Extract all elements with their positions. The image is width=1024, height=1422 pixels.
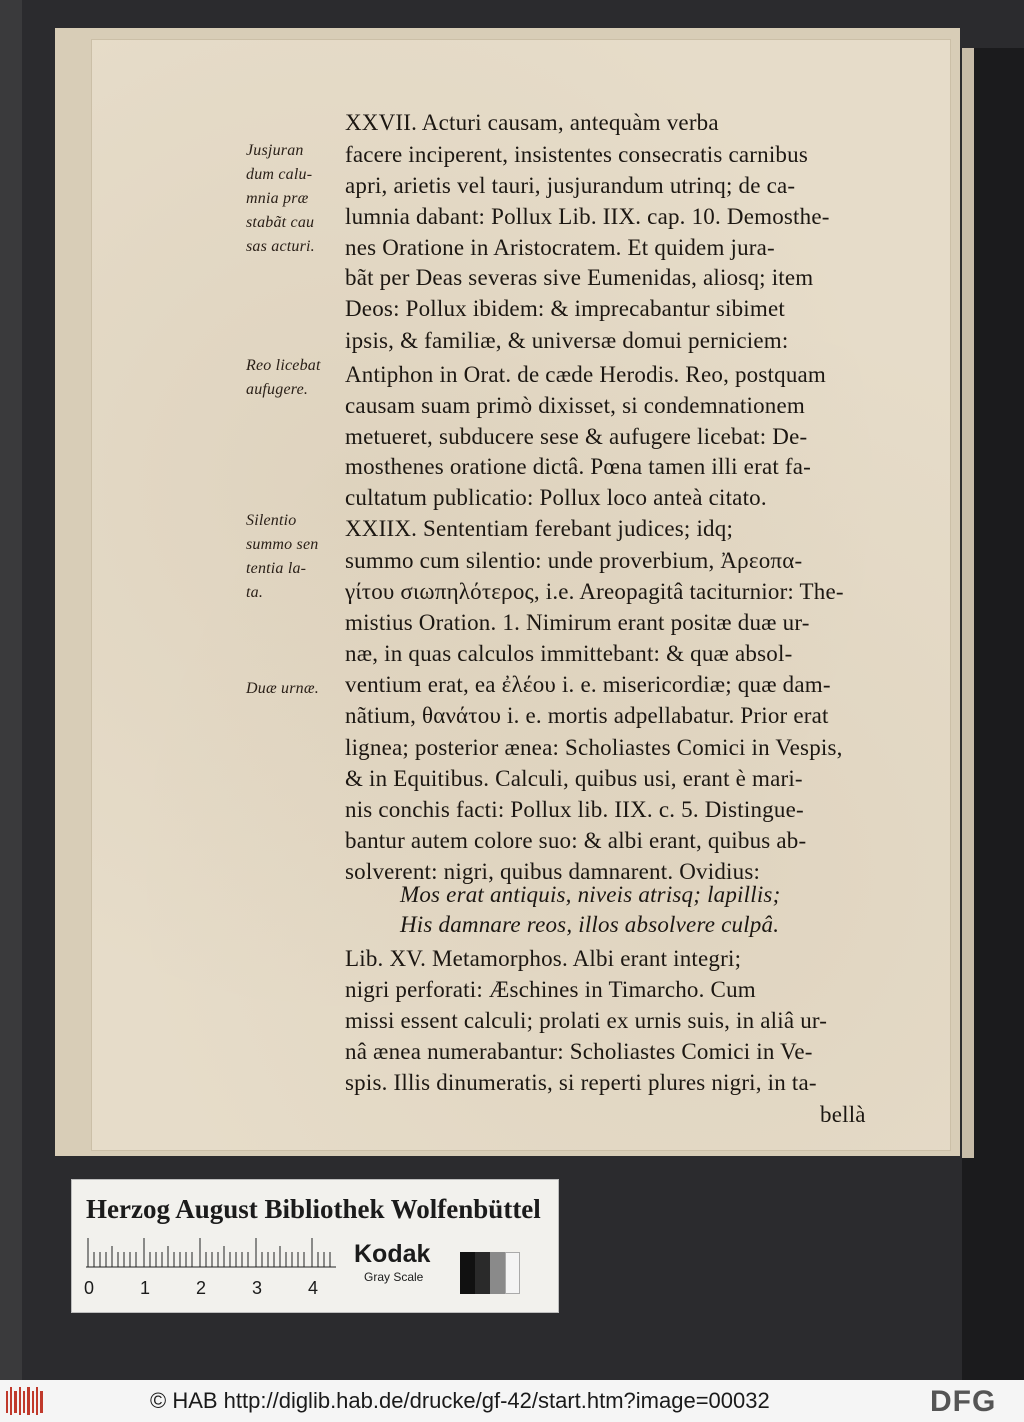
margin-note: sas acturi. [246, 238, 315, 255]
swatch-white [505, 1252, 520, 1294]
text-line: XXIIX. Sententiam ferebant judices; idq; [345, 516, 734, 541]
ruler-icon [86, 1238, 336, 1268]
text-line: mosthenes oratione dictâ. Pœna tamen illi erat fa- [345, 454, 812, 479]
library-name: Herzog August Bibliothek Wolfenbüttel [86, 1194, 541, 1224]
text-line: næ, in quas calculos immittebant: & quæ absol- [345, 641, 793, 666]
text-line: bantur autem colore suo: & albi erant, quibus ab- [345, 828, 807, 853]
footer-bar [0, 1380, 1024, 1422]
margin-note: dum calu- [246, 166, 313, 183]
text-line: Deos: Pollux ibidem: & imprecabantur sibimet [345, 296, 785, 321]
text-line: summo cum silentio: unde proverbium, Ἀρεοπα- [345, 548, 803, 573]
text-line: nes Oratione in Aristocratem. Et quidem jura- [345, 235, 775, 260]
verse-line: Mos erat antiquis, niveis atrisq; lapillis; [400, 882, 781, 907]
text-line: ventium erat, ea ἐλέου i. e. misericordiæ; quæ dam- [345, 672, 831, 697]
text-line: γίτου σιωπηλότερος, i.e. Areopagitâ taciturnior: The- [345, 579, 844, 604]
text-line: nigri perforati: Æschines in Timarcho. Cum [345, 977, 756, 1002]
text-line: causam suam primò dixisset, si condemnationem [345, 393, 805, 418]
swatch-black [460, 1252, 475, 1294]
verse-line: His damnare reos, illos absolvere culpâ. [400, 912, 780, 937]
margin-note: Reo licebat [246, 357, 321, 374]
margin-note: ta. [246, 584, 264, 601]
calibration-card [72, 1180, 558, 1312]
dfg-logo: DFG [930, 1385, 997, 1418]
copyright-link[interactable]: © HAB http://diglib.hab.de/drucke/gf-42/start.htm?image=00032 [150, 1388, 770, 1413]
text-line: lignea; posterior ænea: Scholiastes Comici in Vespis, [345, 735, 843, 760]
text-line: Lib. XV. Metamorphos. Albi erant integri; [345, 946, 742, 971]
left-edge-strip [0, 0, 22, 1380]
text-line: bãt per Deas severas sive Eumenidas, aliosq; item [345, 265, 814, 290]
text-line: spis. Illis dinumeratis, si reperti plures nigri, in ta- [345, 1070, 817, 1095]
text-line: metueret, subducere sese & aufugere licebat: De- [345, 424, 808, 449]
text-line: mistius Oration. 1. Nimirum erant positæ duæ ur- [345, 610, 810, 635]
catchword: bellà [820, 1102, 866, 1127]
text-line: & in Equitibus. Calculi, quibus usi, erant è mari- [345, 766, 803, 791]
margin-note: tentia la- [246, 560, 307, 577]
margin-note: aufugere. [246, 381, 309, 398]
text-line: nãtium, θανάτου i. e. mortis adpellabatur. Prior erat [345, 703, 829, 728]
ruler-label: 2 [196, 1278, 207, 1298]
barcode-icon [6, 1387, 46, 1415]
text-line: nâ ænea numerabantur: Scholiastes Comici in Ve- [345, 1039, 813, 1064]
text-line: facere inciperent, insistentes consecratis carnibus [345, 142, 808, 167]
text-line: Antiphon in Orat. de cæde Herodis. Reo, postquam [345, 362, 827, 387]
kodak-logo: Kodak [354, 1240, 431, 1268]
margin-note: Duæ urnæ. [246, 680, 319, 697]
text-line: lumnia dabant: Pollux Lib. IIX. cap. 10. Demosthe- [345, 204, 830, 229]
text-line: ipsis, & familiæ, & universæ domui perniciem: [345, 328, 789, 353]
gray-scale-label: Gray Scale [364, 1270, 424, 1284]
margin-note: Jusjuran [246, 142, 304, 159]
facing-page-edge [962, 48, 974, 1158]
margin-note: mnia præ [246, 190, 309, 207]
swatch-mid [490, 1252, 505, 1294]
margin-note: Silentio [246, 512, 297, 529]
ruler-label: 4 [308, 1278, 319, 1298]
text-line: cultatum publicatio: Pollux loco anteà citato. [345, 485, 767, 510]
margin-note: stabãt cau [246, 214, 315, 231]
margin-note: summo sen [246, 536, 319, 553]
ruler-label: 1 [140, 1278, 151, 1298]
swatch-dark [475, 1252, 490, 1294]
text-line: nis conchis facti: Pollux lib. IIX. c. 5. Distingue- [345, 797, 804, 822]
text-line: apri, arietis vel tauri, jusjurandum utrinq; de ca- [345, 173, 796, 198]
ruler-label: 3 [252, 1278, 263, 1298]
text-line: missi essent calculi; prolati ex urnis suis, in aliâ ur- [345, 1008, 828, 1033]
text-line: XXVII. Acturi causam, antequàm verba [345, 110, 719, 135]
gray-scale-swatches [460, 1252, 520, 1294]
text-line: solverent: nigri, quibus damnarent. Ovidius: [345, 859, 761, 884]
ruler-label: 0 [84, 1278, 95, 1298]
